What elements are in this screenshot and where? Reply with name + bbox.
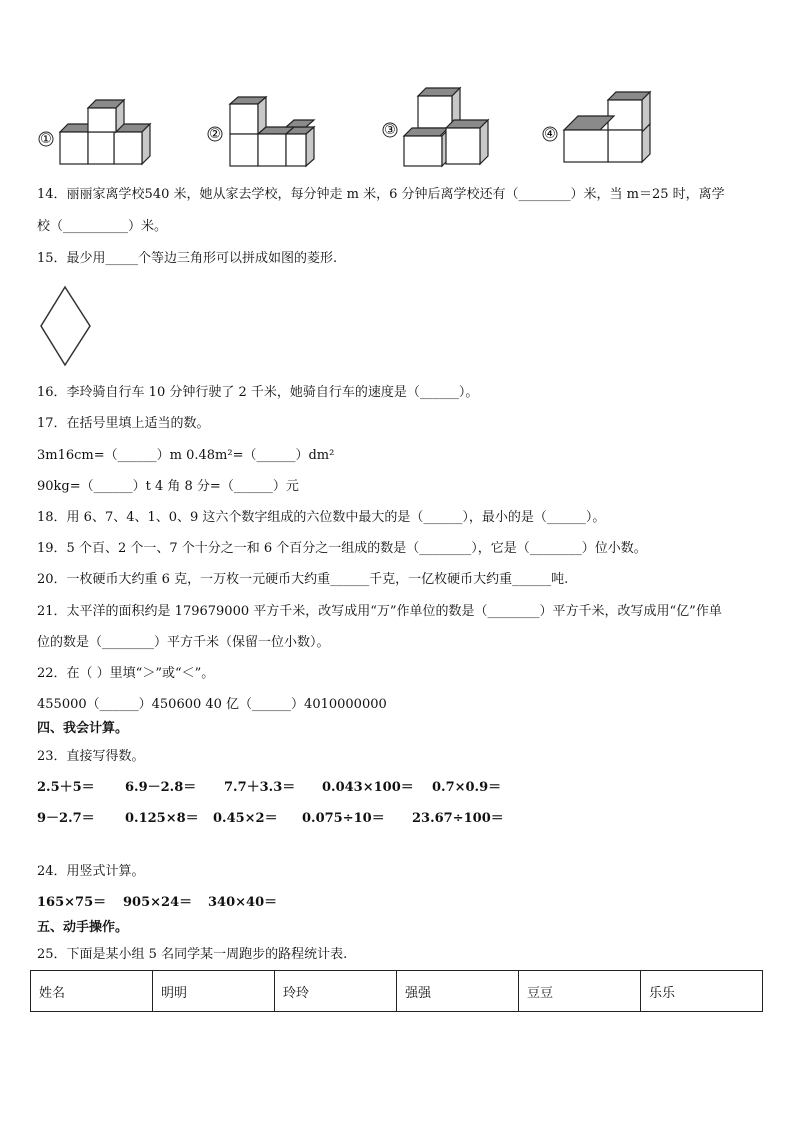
question-25-title: 25．下面是某小组 5 名同学某一周跑步的路程统计表. — [37, 947, 348, 962]
table-cell: 强强 — [397, 971, 519, 1012]
calc-item: 0.125×8＝ — [125, 811, 199, 826]
running-distance-table — [30, 970, 763, 1012]
question-23-title: 23．直接写得数。 — [37, 749, 145, 764]
question-17-row-2: 90kg=（______）t 4 角 8 分=（______）元 — [37, 479, 299, 494]
figure-label-1: ① — [40, 132, 52, 147]
calc-item: 0.45×2＝ — [213, 811, 278, 826]
figure-label-4: ④ — [544, 127, 556, 142]
figure-label-2: ② — [209, 127, 221, 142]
question-16: 16．李玲骑自行车 10 分钟行驶了 2 千米，她骑自行车的速度是（______）。 — [37, 385, 479, 400]
cube-figure-2 — [205, 84, 335, 168]
cube-figure-1 — [30, 84, 160, 168]
calc-item: 0.043×100＝ — [322, 780, 414, 795]
question-22-title: 22．在（ ）里填“＞”或“＜”。 — [37, 666, 215, 681]
calc-item: 905×24＝ — [123, 895, 193, 910]
question-14-line-2: 校（__________）米。 — [37, 219, 168, 234]
table-cell: 豆豆 — [519, 971, 641, 1012]
question-15: 15．最少用_____个等边三角形可以拼成如图的菱形. — [37, 251, 338, 266]
table-cell: 明明 — [153, 971, 275, 1012]
question-20: 20．一枚硬币大约重 6 克，一万枚一元硬币大约重______千克，一亿枚硬币大约重______吨. — [37, 572, 569, 587]
calc-item: 0.075÷10＝ — [302, 811, 385, 826]
calc-item: 165×75＝ — [37, 895, 107, 910]
cube-figure-3 — [380, 84, 510, 168]
calc-item: 9－2.7＝ — [37, 811, 95, 826]
calc-item: 6.9－2.8＝ — [125, 780, 197, 795]
calc-item: 0.7×0.9＝ — [432, 780, 502, 795]
table-cell: 玲玲 — [275, 971, 397, 1012]
question-17-row-1: 3m16cm=（______）m 0.48m²=（______）dm² — [37, 448, 335, 463]
question-18: 18．用 6、7、4、1、0、9 这六个数字组成的六位数中最大的是（______），最小的是（______）。 — [37, 510, 606, 525]
question-21-line-1: 21．太平洋的面积约是 179679000 平方千米，改写成用“万”作单位的数是（________）平方千米，改写成用“亿”作单 — [37, 604, 722, 619]
table-cell: 姓名 — [31, 971, 153, 1012]
calc-item: 23.67÷100＝ — [412, 811, 504, 826]
calc-item: 340×40＝ — [208, 895, 278, 910]
question-14-line-1: 14．丽丽家离学校540 米，她从家去学校，每分钟走 m 米，6 分钟后离学校还有（________）米，当 m＝25 时，离学 — [37, 187, 725, 202]
question-21-line-2: 位的数是（________）平方千米（保留一位小数）。 — [37, 635, 330, 650]
question-22-row: 455000（______）450600 40 亿（______）4010000000 — [37, 697, 387, 712]
question-19: 19．5 个百、2 个一、7 个十分之一和 6 个百分之一组成的数是（________），它是（________）位小数。 — [37, 541, 647, 556]
calc-item: 7.7＋3.3＝ — [224, 780, 296, 795]
question-24-title: 24．用竖式计算。 — [37, 864, 145, 879]
figure-label-3: ③ — [384, 123, 396, 138]
table-cell: 乐乐 — [641, 971, 763, 1012]
cube-figure-4 — [538, 84, 668, 168]
table-row — [31, 971, 763, 1012]
section-4-title: 四、我会计算。 — [37, 721, 129, 736]
section-5-title: 五、动手操作。 — [37, 920, 129, 935]
question-17-title: 17．在括号里填上适当的数。 — [37, 416, 210, 431]
rhombus-figure — [38, 284, 94, 368]
calc-item: 2.5＋5＝ — [37, 780, 95, 795]
cube-figures — [30, 84, 770, 168]
